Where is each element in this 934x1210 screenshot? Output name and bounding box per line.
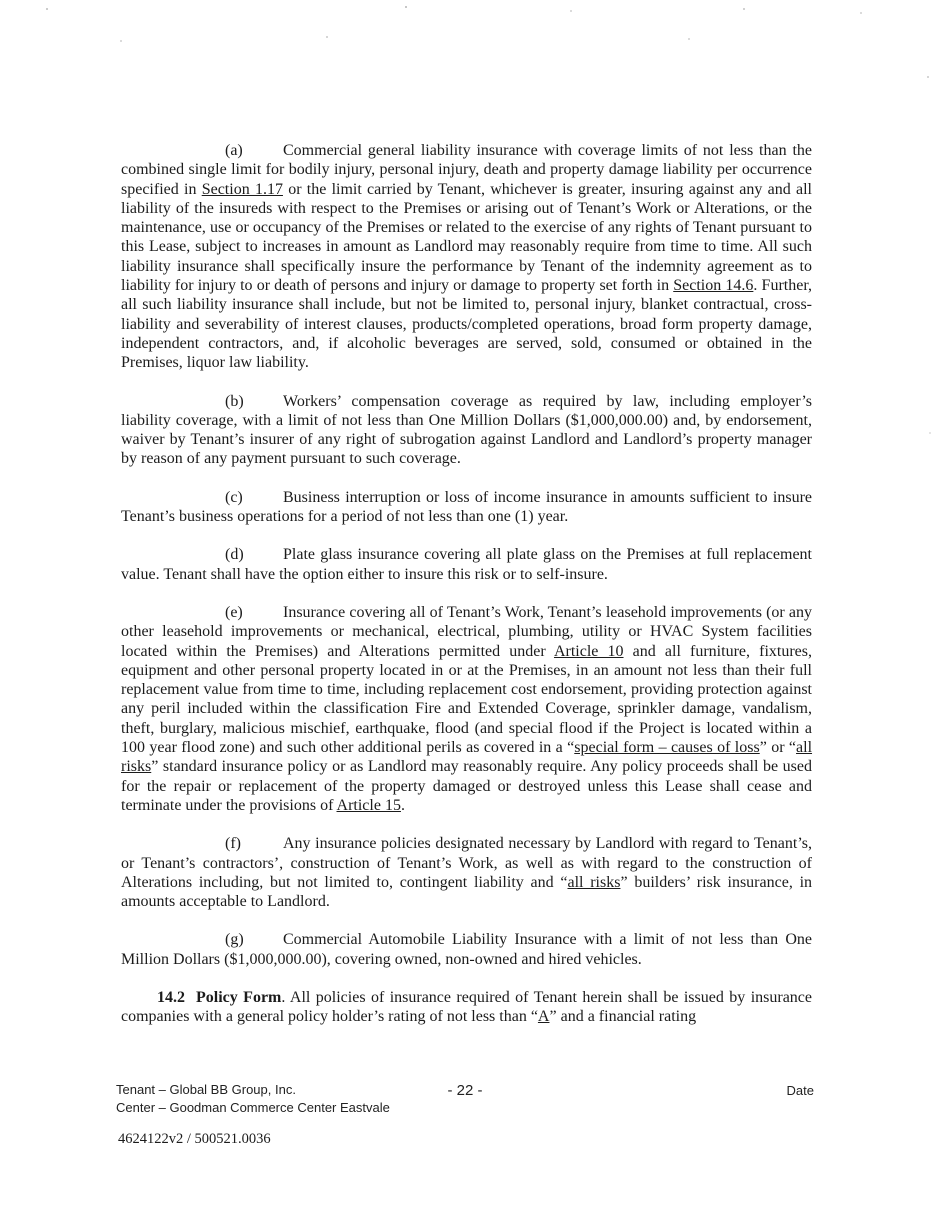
paragraph-text: ” builders’ risk insurance, in amounts acceptable to Landlord. <box>121 873 813 911</box>
paragraph-label: (d) <box>225 546 244 564</box>
paragraph-label: (c) <box>225 488 243 506</box>
paragraph-g <box>121 930 812 969</box>
underlined-reference: all risks <box>567 873 621 891</box>
paragraph-text: and all furniture, fixtures, equipment and other personal property located in or at the Premises, in an amount not less than their full replacement value from time to time, including replacement cost endorsement, providing protection against any peril included within the classification Fire and Extended Coverage, sprinkler damage, vandalism, theft, burglary, malicious mischief, earthquake, flood (and special flood if the Project is located within a 100 year flood zone) and such other additional perils as covered in a “ <box>121 642 813 757</box>
page-number: - 22 - <box>447 1082 483 1099</box>
paragraph-text: . <box>400 796 405 814</box>
paragraph-d <box>121 545 812 584</box>
underlined-reference: Article 15 <box>336 796 401 814</box>
underlined-reference: Article 10 <box>553 642 624 660</box>
document-reference-number: 4624122v2 / 500521.0036 <box>118 1131 271 1147</box>
underlined-reference: all risks <box>121 739 813 776</box>
paragraph-text: ” and a financial rating <box>549 1008 697 1026</box>
underlined-reference: Section 14.6 <box>673 277 754 295</box>
scan-artifacts <box>0 0 2 2</box>
paragraph-text: . Further, all such liability insurance shall include, but not be limited to, personal injury, blanket contractual, cross-liability and severability of interest clauses, products/completed operations, broad form property damage, independent contractors, and, if alcoholic beverages are served, sold, consumed or obtained in the Premises, liquor law liability. <box>121 277 813 372</box>
paragraph-text: Policy Form <box>196 988 282 1006</box>
underlined-reference: special form – causes of loss <box>574 739 760 757</box>
paragraph-14-2 <box>121 988 812 1027</box>
underlined-reference: A <box>537 1008 550 1026</box>
paragraph-label: (b) <box>225 392 244 410</box>
paragraph-e <box>121 603 812 815</box>
footer-center-line: Center – Goodman Commerce Center Eastvale <box>116 1099 390 1115</box>
paragraph-text: Plate glass insurance covering all plate glass on the Premises at full replacement value. Tenant shall have the option either to insure this risk or to self-insure. <box>121 546 812 583</box>
paragraph-b <box>121 392 812 469</box>
paragraph-label: (g) <box>225 931 244 949</box>
paragraph-text: Business interruption or loss of income insurance in amounts sufficient to insure Tenant’s business operations for a period of not less than one (1) year. <box>121 488 812 526</box>
paragraph-text: ” or “ <box>759 739 797 757</box>
footer-date-label: Date <box>786 1083 814 1098</box>
paragraph-a <box>121 141 812 373</box>
paragraph-label: (f) <box>225 835 241 853</box>
footer-tenant-line: Tenant – Global BB Group, Inc. <box>116 1082 296 1097</box>
paragraph-c <box>121 488 812 527</box>
paragraph-text: ” standard insurance policy or as Landlord may reasonably require. Any policy proceeds shall be used for the repair or replacement of the property damaged or destroyed unless this Lease shall cease and terminate under the provisions of <box>121 758 812 814</box>
paragraph-text: Commercial general liability insurance with coverage limits of not less than the combined single limit for bodily injury, personal injury, death and property damage liability per occurrence specified in <box>121 142 812 198</box>
paragraph-text: Workers’ compensation coverage as required by law, including employer’s liability coverage, with a limit of not less than One Million Dollars ($1,000,000.00) and, by endorsement, waiver by Tenant’s insurer of any right of subrogation against Landlord and Landlord’s property manager by reason of any payment pursuant to such coverage. <box>121 392 812 468</box>
paragraph-text: . All policies of insurance required of Tenant herein shall be issued by insurance companies with a general policy holder’s rating of not less than “ <box>121 988 812 1026</box>
paragraph-label: 14.2 <box>157 988 185 1006</box>
page-footer <box>116 1081 814 1116</box>
paragraph-text: or the limit carried by Tenant, whichever is greater, insuring against any and all liability of the insureds with respect to the Premises or arising out of Tenant’s Work or Alterations, or the maintenance, use or occupancy of the Premises or related to the exercise of any rights of Tenant pursuant to this Lease, subject to increases in amount as Landlord may reasonably require from time to time. All such liability insurance shall specifically insure the performance by Tenant of the indemnity agreement as to liability for injury to or death of persons and injury or damage to property set forth in <box>121 180 812 295</box>
paragraph-text: Any insurance policies designated necessary by Landlord with regard to Tenant’s, or Tenant’s contractors’, construction of Tenant’s Work, as well as with regard to the construction of Alterations including, but not limited to, contingent liability and “ <box>121 835 812 891</box>
paragraph-label: (a) <box>225 142 243 159</box>
underlined-reference: Section 1.17 <box>201 180 283 198</box>
paragraph-f <box>121 834 812 911</box>
paragraph-label: (e) <box>225 603 243 621</box>
paragraph-text: Commercial Automobile Liability Insurance with a limit of not less than One Million Dollars ($1,000,000.00), covering owned, non-owned and hired vehicles. <box>121 931 812 968</box>
paragraph-text: Insurance covering all of Tenant’s Work, Tenant’s leasehold improvements (or any other leasehold improvements or mechanical, electrical, plumbing, utility or HVAC System facilities located within the Premises) and Alterations permitted under <box>121 603 812 660</box>
document-body <box>121 141 812 1046</box>
